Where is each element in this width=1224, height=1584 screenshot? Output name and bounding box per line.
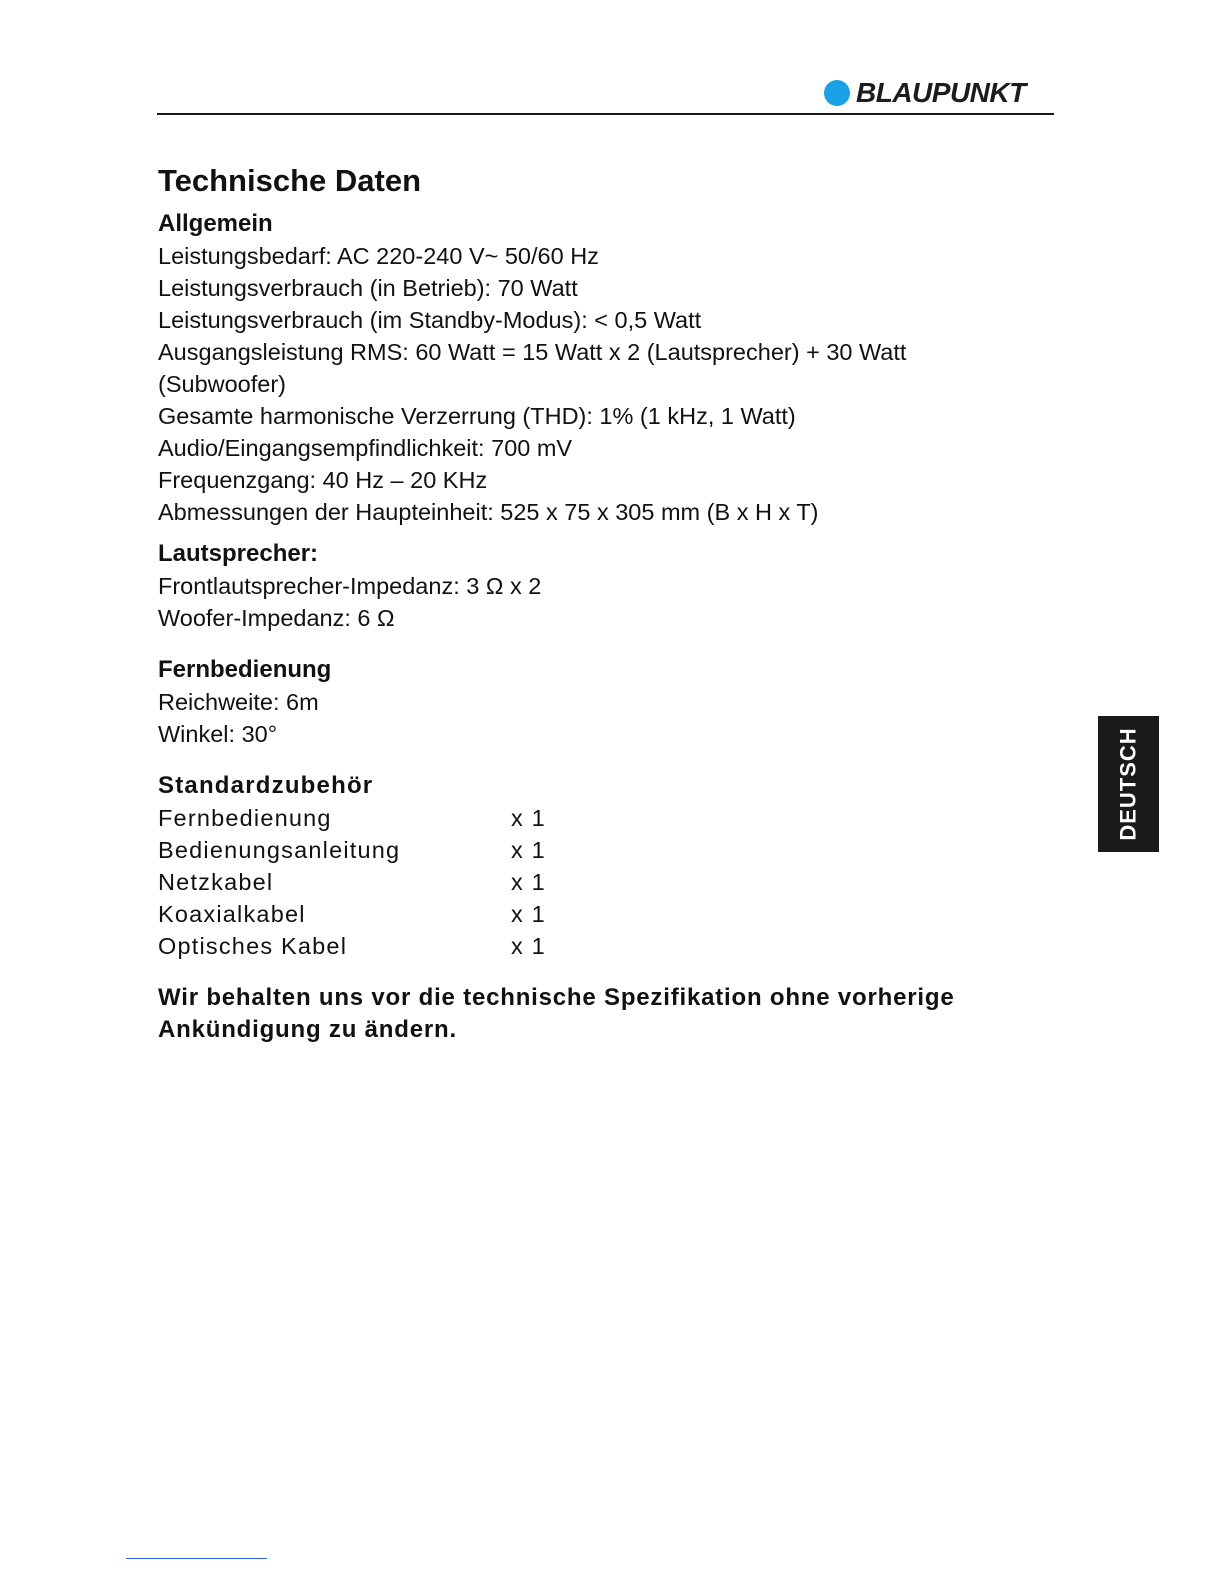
section-lautsprecher xyxy=(158,538,1038,634)
accessory-name: Koaxialkabel xyxy=(158,901,306,927)
section-heading-lautsprecher: Lautsprecher: xyxy=(158,540,319,567)
accessory-qty: x 1 xyxy=(511,869,546,895)
page-title: Technische Daten xyxy=(158,163,422,198)
spec-line: Winkel: 30° xyxy=(158,721,278,747)
spec-line: Frequenzgang: 40 Hz – 20 KHz xyxy=(158,467,488,493)
header-divider xyxy=(157,113,1054,115)
spec-line: Leistungsverbrauch (in Betrieb): 70 Watt xyxy=(158,275,578,301)
brand-name: BLAUPUNKT xyxy=(856,77,1026,108)
disclaimer-line: Ankündigung zu ändern. xyxy=(158,1016,457,1043)
section-heading-allgemein: Allgemein xyxy=(158,210,273,237)
spec-line: (Subwoofer) xyxy=(158,371,286,397)
disclaimer-line: Wir behalten uns vor die technische Spezifikation ohne vorherige xyxy=(158,984,955,1011)
accessory-qty: x 1 xyxy=(511,805,546,831)
accessory-row xyxy=(158,834,1038,866)
accessory-name: Optisches Kabel xyxy=(158,933,348,959)
brand-logo xyxy=(824,78,1026,108)
accessory-row xyxy=(158,930,1038,962)
spec-line: Abmessungen der Haupteinheit: 525 x 75 x 305 mm (B x H x T) xyxy=(158,499,819,525)
accessory-qty: x 1 xyxy=(511,837,546,863)
accessory-row xyxy=(158,802,1038,834)
section-heading-zubehoer: Standardzubehör xyxy=(158,772,374,799)
accessory-row xyxy=(158,898,1038,930)
spec-content xyxy=(158,160,1038,1046)
section-allgemein xyxy=(158,208,1038,528)
accessory-row xyxy=(158,866,1038,898)
spec-line: Audio/Eingangsempfindlichkeit: 700 mV xyxy=(158,435,573,461)
section-fernbedienung xyxy=(158,654,1038,750)
accessory-qty: x 1 xyxy=(511,933,546,959)
disclaimer-note xyxy=(158,982,1038,1046)
spec-line: Gesamte harmonische Verzerrung (THD): 1% (1 kHz, 1 Watt) xyxy=(158,403,796,429)
spec-line: Frontlautsprecher-Impedanz: 3 Ω x 2 xyxy=(158,573,542,599)
brand-dot-icon xyxy=(824,80,850,106)
accessory-name: Fernbedienung xyxy=(158,805,332,831)
accessory-name: Netzkabel xyxy=(158,869,274,895)
spec-line: Woofer-Impedanz: 6 Ω xyxy=(158,605,395,631)
spec-line: Leistungsbedarf: AC 220-240 V~ 50/60 Hz xyxy=(158,243,599,269)
footer-link-line xyxy=(126,1558,267,1559)
language-tab-label: DEUTSCH xyxy=(1115,727,1141,841)
language-tab xyxy=(1098,716,1159,852)
section-heading-fernbedienung: Fernbedienung xyxy=(158,656,332,683)
section-zubehoer xyxy=(158,770,1038,962)
spec-line: Reichweite: 6m xyxy=(158,689,319,715)
spec-line: Ausgangsleistung RMS: 60 Watt = 15 Watt x 2 (Lautsprecher) + 30 Watt xyxy=(158,339,907,365)
spec-line: Leistungsverbrauch (im Standby-Modus): < 0,5 Watt xyxy=(158,307,702,333)
accessory-name: Bedienungsanleitung xyxy=(158,837,401,863)
accessory-qty: x 1 xyxy=(511,901,546,927)
